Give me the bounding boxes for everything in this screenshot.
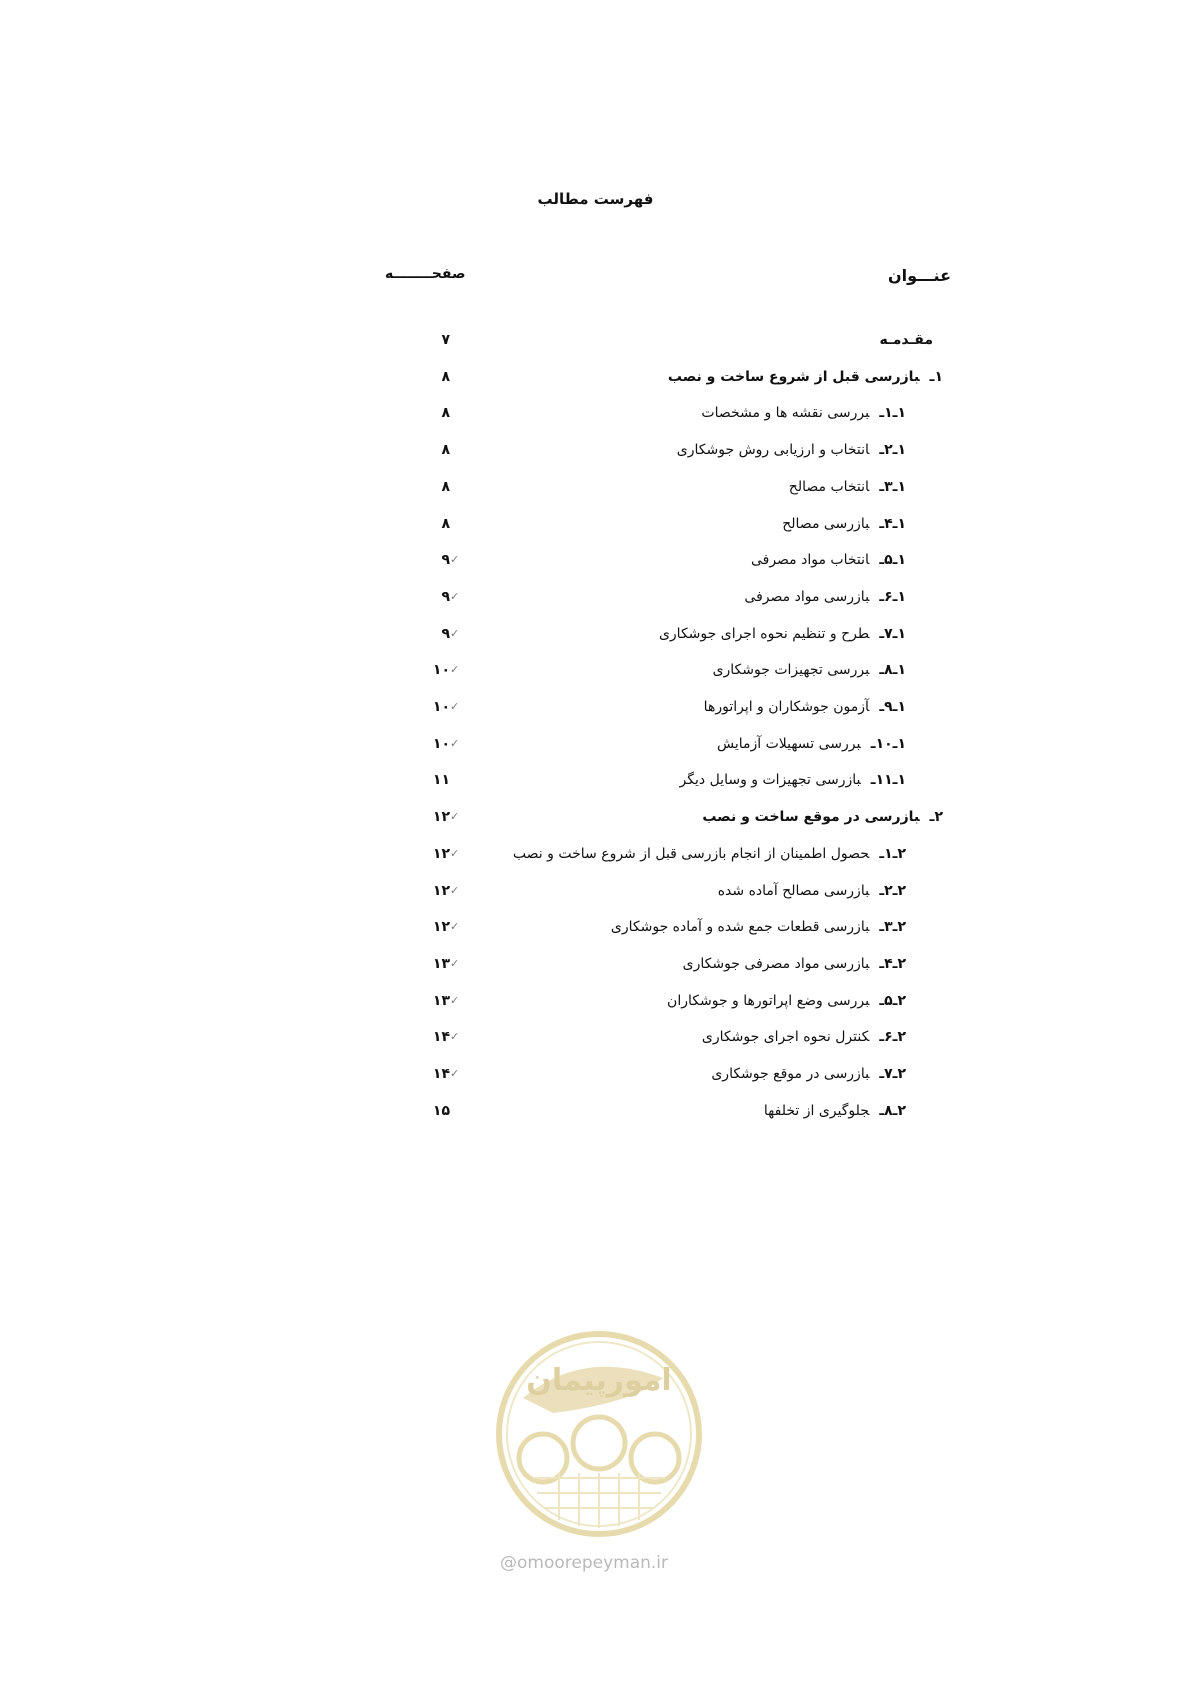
toc-row <box>0 839 1191 869</box>
toc-page-number: ۹ <box>441 625 450 642</box>
toc-row <box>0 949 1191 979</box>
toc-entry-number: ۱ـ۸ـ <box>879 662 906 679</box>
toc-entry-label: بررسی وضع اپراتورها و جوشکاران <box>667 992 870 1009</box>
toc-entry-title <box>702 1022 906 1052</box>
toc-entry-label: جلوگیری از تخلفها <box>763 1102 870 1119</box>
toc-entry-number: ۱ـ۴ـ <box>879 515 906 532</box>
toc-entry-title <box>611 912 906 942</box>
toc-entry-number: ۲ـ۸ـ <box>879 1102 906 1119</box>
check-mark-icon: ✓ <box>450 736 460 750</box>
toc-entry-number: ۱ـ۶ـ <box>879 588 906 605</box>
toc-entry-label: طرح و تنظیم نحوه اجرای جوشکاری <box>658 625 870 642</box>
toc-row <box>0 398 1191 428</box>
column-header-page: صفحــــــــه <box>385 266 466 282</box>
toc-entry-title <box>702 802 943 832</box>
toc-entry-label: بررسی تجهیزات جوشکاری <box>712 662 870 679</box>
toc-entry-title <box>717 729 906 759</box>
toc-entry-number: ۱ـ <box>929 368 943 385</box>
watermark-url: @omoorepeyman.ir <box>500 1553 669 1573</box>
toc-row <box>0 655 1191 685</box>
toc-entry-title <box>711 1059 906 1089</box>
check-mark-icon: ✓ <box>450 589 460 603</box>
toc-entry-title <box>713 655 906 685</box>
toc-entry-title <box>677 435 906 465</box>
toc-entry-number: ۲ـ <box>929 809 943 826</box>
toc-entry-number: ۲ـ۱ـ <box>879 845 906 862</box>
toc-entry-title <box>744 582 906 612</box>
toc-entry-label: آزمون جوشکاران و اپراتورها <box>703 699 870 715</box>
toc-entry-number: ۱ـ۵ـ <box>879 552 906 569</box>
toc-page-number: ۱۱ <box>432 772 450 789</box>
check-mark-icon: ✓ <box>450 810 460 824</box>
toc-entry-title <box>683 949 906 979</box>
toc-entry-label: بازرسی در موقع جوشکاری <box>711 1066 870 1082</box>
toc-page-number: ۱۰ <box>432 699 450 715</box>
toc-entry-label: حصول اطمینان از انجام بازرسی قبل از شروع ساخت و نصب <box>512 845 870 862</box>
toc-page-number: ۱۴ <box>432 1029 450 1046</box>
check-mark-icon: ✓ <box>450 663 460 677</box>
toc-entry-number: ۲ـ۶ـ <box>879 1029 906 1046</box>
page-title: فهرست مطالب <box>537 190 654 208</box>
toc-page-number: ۱۲ <box>432 845 450 862</box>
toc-row <box>0 545 1191 575</box>
toc-entry-label: بازرسی قطعات جمع شده و آماده جوشکاری <box>610 919 870 936</box>
toc-entry-number: ۱ـ۱۱ـ <box>870 772 906 789</box>
toc-entry-title <box>701 398 906 428</box>
toc-entry-number: ۱ـ۹ـ <box>879 699 906 715</box>
toc-page-number: ۱۰ <box>432 662 450 679</box>
toc-page-number: ۱۵ <box>432 1102 450 1119</box>
toc-row <box>0 362 1191 392</box>
check-mark-icon: ✓ <box>450 920 460 934</box>
toc-page-number: ۸ <box>441 478 450 495</box>
toc-entry-title <box>751 545 906 575</box>
toc-entry-number: ۲ـ۷ـ <box>879 1066 906 1082</box>
toc-entry-number: ۱ـ۱ـ <box>879 405 906 422</box>
toc-page-number: ۱۲ <box>432 809 450 826</box>
toc-page-number: ۷ <box>441 332 450 348</box>
toc-row <box>0 325 1191 355</box>
toc-row <box>0 509 1191 539</box>
toc-entry-number: ۲ـ۲ـ <box>879 882 906 899</box>
check-mark-icon: ✓ <box>450 553 460 567</box>
watermark-logo-icon <box>493 1328 705 1540</box>
toc-row <box>0 472 1191 502</box>
toc-page-number: ۱۲ <box>432 882 450 899</box>
toc-row <box>0 802 1191 832</box>
toc-page-number: ۸ <box>441 515 450 532</box>
toc-row <box>0 729 1191 759</box>
toc-entry-title <box>668 362 943 392</box>
toc-page-number: ۸ <box>441 442 450 459</box>
toc-row <box>0 765 1191 795</box>
toc-entry-number: ۱ـ۷ـ <box>879 625 906 642</box>
toc-page-number: ۱۰ <box>432 735 450 752</box>
toc-entry-label: کنترل نحوه اجرای جوشکاری <box>701 1029 870 1046</box>
toc-entry-title <box>680 765 906 795</box>
toc-entry-label: بازرسی مصالح آماده شده <box>717 882 870 899</box>
toc-entry-label: بازرسی تجهیزات و وسایل دیگر <box>679 772 861 789</box>
toc-page-number: ۱۳ <box>432 955 450 972</box>
toc-row <box>0 582 1191 612</box>
toc-entry-label: انتخاب و ارزیابی روش جوشکاری <box>676 442 870 459</box>
toc-entry-title <box>879 325 943 355</box>
toc-entry-label: بررسی تسهیلات آزمایش <box>716 735 861 752</box>
toc-entry-label: بازرسی مواد مصرفی <box>744 588 870 605</box>
toc-row <box>0 619 1191 649</box>
toc-page-number: ۸ <box>441 405 450 422</box>
check-mark-icon: ✓ <box>450 626 460 640</box>
toc-entry-title <box>659 619 906 649</box>
toc-page-number: ۱۲ <box>432 919 450 936</box>
check-mark-icon: ✓ <box>450 846 460 860</box>
toc-entry-title <box>764 1096 906 1126</box>
toc-row <box>0 692 1191 722</box>
toc-entry-title <box>789 472 906 502</box>
toc-entry-label: مقـدمـه <box>879 332 933 348</box>
toc-page-number: ۱۴ <box>432 1066 450 1082</box>
toc-page-number: ۱۳ <box>432 992 450 1009</box>
svg-text:امورپیمان: امورپیمان <box>526 1363 672 1398</box>
toc-page-number: ۸ <box>441 368 450 385</box>
toc-entry-number: ۲ـ۴ـ <box>879 955 906 972</box>
toc-entry-title <box>513 839 906 869</box>
toc-entry-title <box>667 986 906 1016</box>
toc-entry-number: ۱ـ۳ـ <box>879 478 906 495</box>
toc-entry-title <box>718 876 906 906</box>
toc-entry-number: ۱ـ۲ـ <box>879 442 906 459</box>
toc-entry-label: بازرسی مصالح <box>782 515 870 532</box>
column-header-title: عنـــوان <box>887 266 951 285</box>
check-mark-icon: ✓ <box>450 956 460 970</box>
toc-entry-label: انتخاب مواد مصرفی <box>750 552 870 569</box>
check-mark-icon: ✓ <box>450 700 460 713</box>
check-mark-icon: ✓ <box>450 993 460 1007</box>
toc-entry-label: بررسی نقشه ها و مشخصات <box>701 405 870 422</box>
toc-row <box>0 1022 1191 1052</box>
toc-entry-number: ۲ـ۵ـ <box>879 992 906 1009</box>
toc-entry-number: ۱ـ۱۰ـ <box>870 735 906 752</box>
toc-entry-title <box>704 692 906 722</box>
toc-page-number: ۹ <box>441 588 450 605</box>
toc-row <box>0 912 1191 942</box>
check-mark-icon: ✓ <box>450 883 460 897</box>
toc-entry-number: ۲ـ۳ـ <box>879 919 906 936</box>
toc-page-number: ۹ <box>441 552 450 569</box>
toc-row <box>0 986 1191 1016</box>
toc-row <box>0 1096 1191 1126</box>
toc-row <box>0 1059 1191 1089</box>
toc-row <box>0 435 1191 465</box>
toc-entry-label: بازرسی در موقع ساخت و نصب <box>702 809 920 826</box>
toc-entry-label: بازرسی قبل از شروع ساخت و نصب <box>667 368 920 385</box>
toc-row <box>0 876 1191 906</box>
toc-entry-title <box>782 509 906 539</box>
toc-entry-label: انتخاب مصالح <box>788 478 870 495</box>
check-mark-icon: ✓ <box>450 1067 460 1080</box>
toc-entry-label: بازرسی مواد مصرفی جوشکاری <box>682 955 870 972</box>
check-mark-icon: ✓ <box>450 1030 460 1044</box>
